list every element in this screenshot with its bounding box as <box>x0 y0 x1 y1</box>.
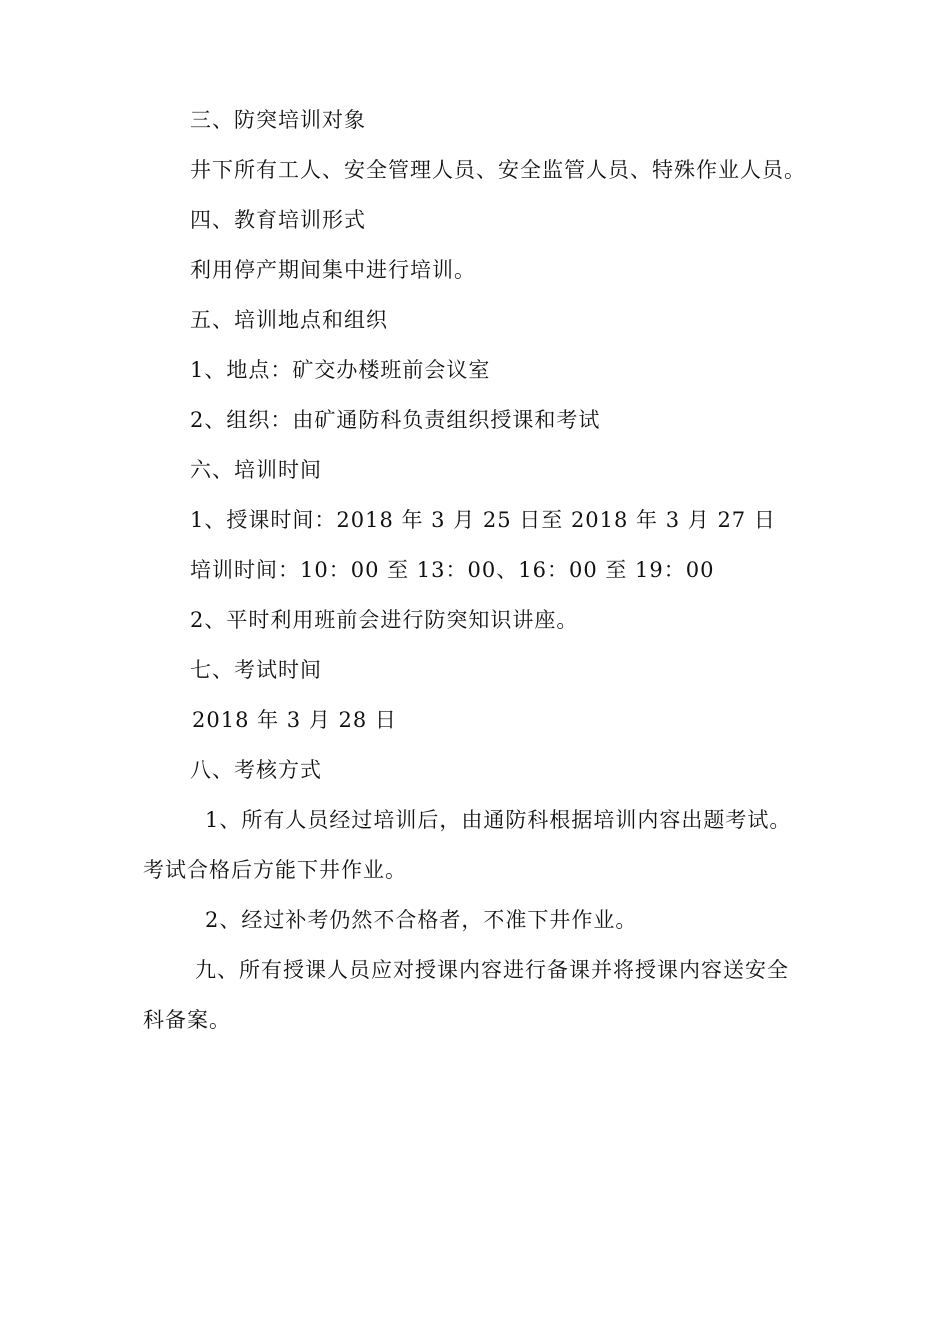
paragraph-assessment-1: 1、所有人员经过培训后，由通防科根据培训内容出题考试。 <box>205 808 792 832</box>
paragraph-lecture-dates: 1、授课时间：2018 年 3 月 25 日至 2018 年 3 月 27 日 <box>190 508 776 532</box>
heading-training-format: 四、教育培训形式 <box>190 208 366 232</box>
paragraph-regular-lectures: 2、平时利用班前会进行防突知识讲座。 <box>190 608 579 632</box>
paragraph-lecturer-requirement-continued: 科备案。 <box>143 1008 231 1032</box>
paragraph-assessment-2: 2、经过补考仍然不合格者，不准下井作业。 <box>205 908 638 932</box>
paragraph-training-targets: 井下所有工人、安全管理人员、安全监管人员、特殊作业人员。 <box>190 158 806 182</box>
paragraph-training-format: 利用停产期间集中进行培训。 <box>190 258 476 282</box>
paragraph-training-hours: 培训时间：10：00 至 13：00、16：00 至 19：00 <box>190 558 715 582</box>
heading-training-targets: 三、防突培训对象 <box>190 108 366 132</box>
heading-assessment-method: 八、考核方式 <box>190 758 322 782</box>
heading-location-organization: 五、培训地点和组织 <box>190 308 388 332</box>
paragraph-location: 1、地点：矿交办楼班前会议室 <box>190 358 491 382</box>
paragraph-lecturer-requirement: 九、所有授课人员应对授课内容进行备课并将授课内容送安全 <box>195 958 789 982</box>
paragraph-exam-date: 2018 年 3 月 28 日 <box>192 708 397 732</box>
heading-training-time: 六、培训时间 <box>190 458 322 482</box>
paragraph-organization: 2、组织：由矿通防科负责组织授课和考试 <box>190 408 601 432</box>
heading-exam-time: 七、考试时间 <box>190 658 322 682</box>
paragraph-assessment-1-continued: 考试合格后方能下井作业。 <box>143 858 407 882</box>
